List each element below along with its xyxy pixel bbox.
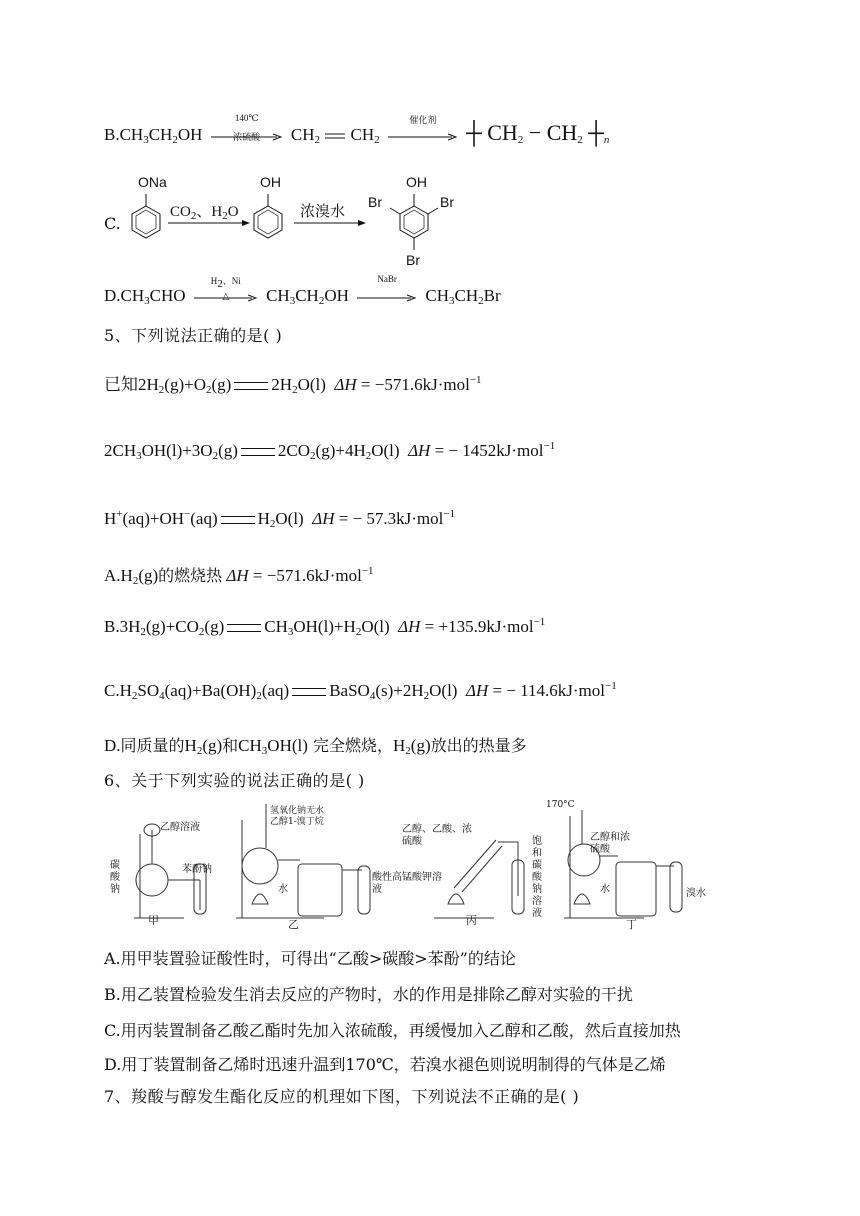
apparatus-name-jia: 甲 [148, 914, 159, 927]
substituent-ona: ONa [138, 174, 167, 190]
q5-option-a: $A.H_2(g)$的燃烧热 ΔH = −571.6kJ·mol$^{-1}$ [104, 565, 374, 587]
substituent-oh-2: OH [406, 174, 427, 190]
reaction-arrow: 140℃ 浓硫酸 [211, 126, 283, 146]
option-label: C. [104, 214, 121, 233]
jia-label: 乙醇溶液 [160, 822, 200, 833]
option-label: B. [104, 125, 120, 144]
reaction-arrow-2: NaBr [357, 287, 417, 307]
apparatus-name-yi: 乙 [288, 918, 299, 931]
q6-option-a: A.用甲装置验证酸性时，可得出“乙酸>碳酸>苯酚”的结论 [104, 949, 516, 968]
ding-label: 溴水 [686, 888, 706, 899]
jia-label: 碳酸钠 [110, 860, 120, 895]
q6-apparatus-figure [104, 800, 744, 930]
ding-label: 乙醇和浓硫酸 [590, 832, 630, 855]
q5-stem: 5、下列说法正确的是( ) [104, 326, 283, 345]
q6-option-b: B.用乙装置检验发生消去反应的产物时，水的作用是排除乙醇对实验的干扰 [104, 985, 633, 1004]
q4-option-c [104, 170, 604, 270]
yi-label: 氢氧化钠无水乙醇1-溴丁烷 [270, 806, 325, 827]
product-2: $CH_2$ [350, 125, 380, 146]
reaction-arrow-2: 催化剂 [388, 126, 458, 146]
double-bond-icon [324, 131, 346, 141]
q5-option-c: $C.H_2SO_4(aq)+Ba(OH)_2(aq)$ $BaSO_4(s)+2H_2O(l) \Delta H$ = − 114.6kJ·mol$^{-1}$ [104, 680, 617, 702]
q7-stem: 7、羧酸与醇发生酯化反应的机理如下图，下列说法不正确的是( ) [104, 1087, 580, 1106]
q6-option-c: C.用丙装置制备乙酸乙酯时先加入浓硫酸，再缓慢加入乙醇和乙酸，然后直接加热 [104, 1021, 681, 1040]
arrow-right-icon [357, 294, 417, 302]
q5-eq2: $2CH_3OH(l)+3O_2(g)$ $2CO_2(g)+4H_2O(l) \Delta H$ = − 1452kJ·mol$^{-1}$ [104, 440, 556, 462]
bing-label: 乙醇、乙酸、浓硫酸 [402, 824, 472, 847]
q5-option-d: D.同质量的$H_2(g)$和$CH_3OH(l)$ 完全燃烧，$H_2(g)$放出的热量多 [104, 736, 527, 757]
reagent-co2-h2o: $CO_2$、$H_2O$ [170, 204, 239, 222]
reaction-arrow: $H_2$、Ni △ [194, 287, 258, 307]
q4-option-d [104, 274, 501, 307]
substituent-br: Br [406, 252, 420, 268]
q4-option-b [104, 113, 610, 146]
substituent-oh: OH [260, 174, 281, 190]
apparatus-name-bing: 丙 [466, 914, 477, 927]
yi-label: 酸性高锰酸钾溶液 [372, 872, 442, 895]
q6-option-d: D.用丁装置制备乙烯时迅速升温到170℃，若溴水褪色则说明制得的气体是乙烯 [104, 1055, 666, 1074]
q5-eq3: H+(aq)+OH−(aq) $H_2O(l) \Delta H$ = − 57.3kJ·mol$^{-1}$ [104, 508, 456, 530]
jia-label: 苯酚钠 [182, 864, 212, 875]
q6-stem: 6、关于下列实验的说法正确的是( ) [104, 771, 365, 790]
product: $CH_2$ [290, 125, 321, 146]
substituent-br: Br [368, 194, 382, 210]
arrow-right-icon [388, 133, 458, 141]
reagent-bromine-water: 浓溴水 [300, 202, 346, 220]
yi-label: 水 [278, 884, 288, 895]
q5-eq1: 已知$2H_2(g)+O_2(g)$ $2H_2O(l) \Delta H = -571.6kJ\cdot mol^{-1}$ [104, 374, 482, 396]
product-2: $CH_3CH_2Br$ [425, 286, 501, 307]
reactant: $CH_3CHO$ [120, 286, 186, 307]
ding-temperature: 170°C [546, 800, 575, 810]
option-label: D. [104, 286, 121, 305]
substituent-br: Br [440, 194, 454, 210]
polymer: ┼ $CH_2 - CH_2$ $┼_n$ [466, 120, 610, 146]
reactant: $CH_3CH_2OH$ [119, 125, 203, 146]
apparatus-name-ding: 丁 [626, 918, 637, 931]
product: $CH_3CH_2OH$ [266, 286, 349, 307]
ding-label: 水 [600, 884, 610, 895]
q5-option-b: $B.3H_2(g)+CO_2(g)$ $CH_3OH(l)+H_2O(l) \Delta H = +135.9kJ\cdot mol^{-1}$ [104, 616, 546, 638]
bing-label: 饱和碳酸钠溶液 [532, 836, 542, 919]
